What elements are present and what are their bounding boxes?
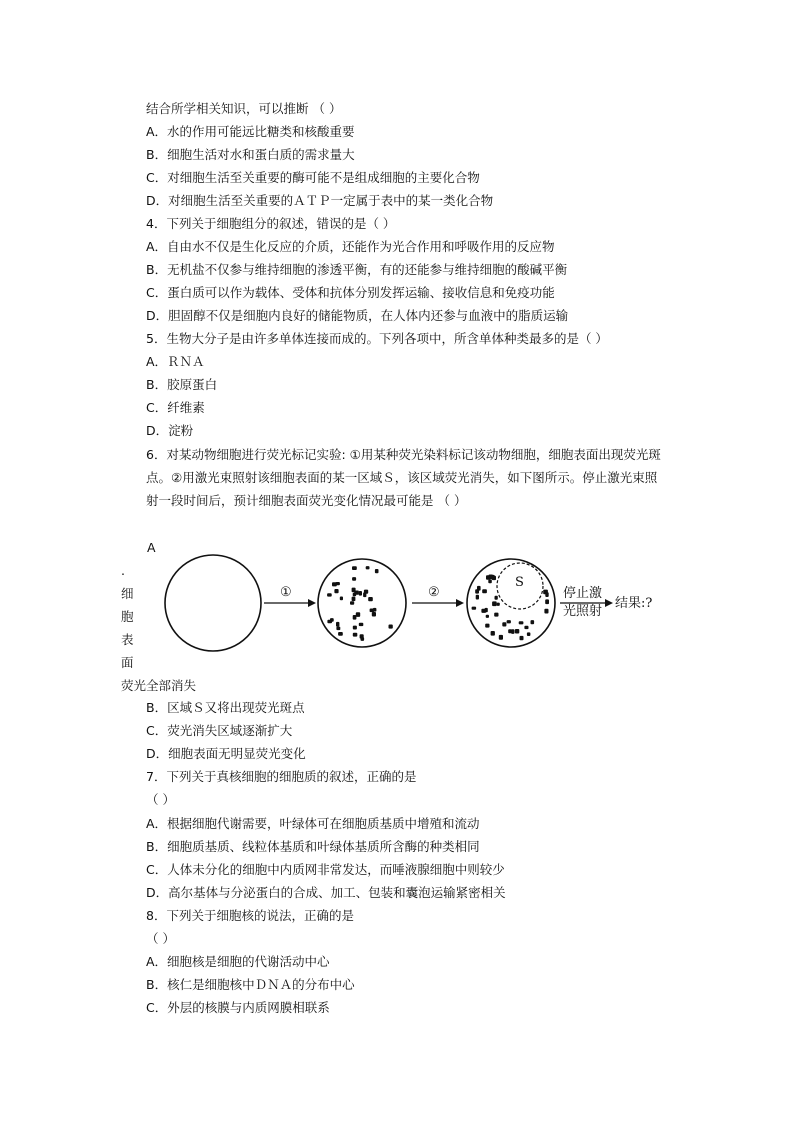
fluorescent-spot [334, 589, 338, 593]
fluorescent-spot [359, 623, 364, 626]
cell-unlabeled [165, 555, 261, 651]
fluorescent-spot [515, 629, 519, 634]
fluorescent-spot [360, 634, 364, 638]
q7-option-c: C．人体未分化的细胞中内质网非常发达，而唾液腺细胞中则较少 [146, 862, 505, 877]
q8-option-b: B．核仁是细胞核中ＤＮＡ的分布中心 [146, 977, 355, 992]
q8-bracket: （ ） [146, 931, 175, 946]
q8-stem: 8．下列关于细胞核的说法，正确的是 [146, 908, 354, 923]
fluorescent-spot [372, 612, 376, 617]
fluorescent-spot [481, 609, 486, 613]
fluorescent-spot [352, 566, 357, 570]
fluorescent-spot [489, 575, 494, 580]
fluorescent-spot [366, 566, 370, 569]
q4-option-b: B．无机盐不仅参与维持细胞的渗透平衡，有的还能参与维持细胞的酸碱平衡 [146, 262, 568, 277]
fluorescent-spot [340, 597, 343, 601]
region-s-label: S [515, 575, 524, 590]
result-text: 结果:? [615, 596, 653, 611]
fluorescent-spot [494, 613, 498, 617]
step-1-marker: ① [280, 585, 292, 600]
q6-option-a-label: A [147, 540, 156, 555]
q6-option-a-vertical-1: 细 [121, 586, 134, 601]
fluorescence-diagram [150, 548, 690, 658]
fluorescent-spot [520, 636, 524, 640]
q6-option-a-vertical-dot: . [121, 563, 125, 578]
q3-option-d: D．对细胞生活至关重要的ＡＴＰ一定属于表中的某一类化合物 [146, 193, 494, 208]
fluorescent-spot [486, 615, 489, 618]
q5-option-b: B．胶原蛋白 [146, 377, 218, 392]
q8-option-a: A．细胞核是细胞的代谢活动中心 [146, 954, 330, 969]
fluorescent-spot [519, 621, 524, 624]
fluorescent-spot [497, 603, 500, 606]
intro-line: 结合所学相关知识，可以推断 （ ） [146, 101, 342, 116]
fluorescent-spot [545, 592, 548, 597]
q3-option-b: B．细胞生活对水和蛋白质的需求量大 [146, 147, 355, 162]
fluorescent-spot [491, 631, 495, 636]
stop-laser-text-2: 光照射 [563, 604, 603, 619]
arrow-step-3-head [605, 599, 613, 607]
q8-option-c: C．外层的核膜与内质网膜相联系 [146, 1000, 330, 1015]
fluorescent-spot [359, 591, 362, 596]
fluorescent-spot [327, 593, 332, 596]
fluorescent-spot [389, 625, 393, 629]
q6-stem-line1: 6．对某动物细胞进行荧光标记实验: ①用某种荧光染料标记该动物细胞，细胞表面出现荧光斑 [146, 447, 661, 462]
q3-option-a: A．水的作用可能远比糖类和核酸重要 [146, 124, 355, 139]
fluorescent-spot [336, 627, 340, 631]
fluorescent-spot [375, 569, 379, 573]
fluorescent-spot [482, 589, 487, 593]
cell-labeled [318, 559, 406, 647]
q6-stem-line2: 点。②用激光束照射该细胞表面的某一区域Ｓ，该区域荧光消失，如下图所示。停止激光束照 [146, 470, 658, 485]
fluorescent-spot [485, 624, 489, 628]
q7-option-a: A．根据细胞代谢需要，叶绿体可在细胞质基质中增殖和流动 [146, 816, 480, 831]
arrow-step-2-head [456, 599, 464, 607]
fluorescent-spot [363, 592, 366, 597]
fluorescent-spot [327, 620, 332, 624]
fluorescent-spot [352, 588, 356, 593]
fluorescent-spot [495, 596, 498, 600]
q6-option-b: B．区域Ｓ又将出现荧光斑点 [146, 700, 305, 715]
fluorescent-spot [507, 620, 511, 623]
q7-stem: 7．下列关于真核细胞的细胞质的叙述，正确的是 [146, 769, 417, 784]
q6-option-c: C．荧光消失区域逐渐扩大 [146, 723, 293, 738]
q7-bracket: （ ） [146, 792, 175, 807]
q6-option-a-vertical-2: 胞 [121, 609, 134, 624]
q3-option-c: C．对细胞生活至关重要的酶可能不是组成细胞的主要化合物 [146, 170, 480, 185]
fluorescent-spot [488, 579, 492, 583]
fluorescent-spot [353, 626, 357, 630]
fluorescent-spot [332, 582, 337, 586]
stop-laser-text-1: 停止激 [563, 586, 603, 601]
fluorescent-dots-1 [327, 566, 393, 641]
step-2-marker: ② [428, 585, 440, 600]
q6-option-d: D．细胞表面无明显荧光变化 [146, 746, 306, 761]
q6-option-a-end: 荧光全部消失 [121, 678, 197, 693]
fluorescent-spot [353, 633, 358, 637]
fluorescent-spot [352, 577, 356, 581]
q4-option-c: C．蛋白质可以作为载体、受体和抗体分别发挥运输、接收信息和免疫功能 [146, 285, 555, 300]
q6-option-a-vertical-3: 表 [121, 632, 134, 647]
q5-option-c: C．纤维素 [146, 400, 205, 415]
fluorescent-spot [527, 632, 531, 636]
fluorescent-spot [373, 608, 377, 612]
fluorescent-spot [499, 635, 503, 640]
fluorescent-spot [524, 626, 528, 629]
fluorescent-spot [356, 612, 360, 617]
q7-option-b: B．细胞质基质、线粒体基质和叶绿体基质所含酶的种类相同 [146, 839, 480, 854]
fluorescent-spot [544, 609, 548, 614]
arrow-step-1-head [308, 599, 316, 607]
fluorescent-spot [531, 620, 535, 624]
fluorescent-spot [475, 589, 479, 593]
q5-option-a: A．ＲＮＡ [146, 354, 205, 369]
q6-option-a-vertical-4: 面 [121, 655, 134, 670]
fluorescent-spot [336, 622, 339, 627]
q4-stem: 4．下列关于细胞组分的叙述，错误的是（ ） [146, 216, 396, 231]
fluorescent-spot [350, 601, 354, 605]
q5-stem: 5．生物大分子是由许多单体连接而成的。下列各项中，所含单体种类最多的是（ ） [146, 331, 608, 346]
q4-option-d: D．胆固醇不仅是细胞内良好的储能物质，在人体内还参与血液中的脂质运输 [146, 308, 569, 323]
fluorescent-spot [472, 607, 477, 610]
fluorescent-spot [492, 601, 497, 606]
fluorescent-spot [511, 629, 514, 634]
q5-option-d: D．淀粉 [146, 423, 194, 438]
fluorescent-spot [476, 595, 479, 600]
fluorescent-spot [368, 597, 373, 601]
q4-option-a: A．自由水不仅是生化反应的介质，还能作为光合作用和呼吸作用的反应物 [146, 239, 555, 254]
q6-stem-line3: 射一段时间后，预计细胞表面荧光变化情况最可能是 （ ） [146, 493, 467, 508]
fluorescent-spot [545, 599, 549, 604]
fluorescent-spot [338, 632, 343, 636]
q7-option-d: D．高尔基体与分泌蛋白的合成、加工、包装和囊泡运输紧密相关 [146, 885, 506, 900]
fluorescent-spot [352, 597, 356, 602]
fluorescent-spot [502, 622, 506, 626]
